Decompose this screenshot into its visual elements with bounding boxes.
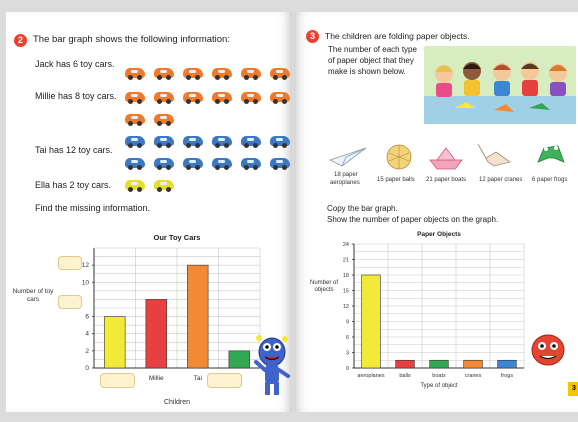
- page-number: 3: [568, 382, 578, 396]
- right-chart-bar-balls: [396, 360, 415, 368]
- left-chart-ytick-label: 4: [85, 330, 89, 338]
- left-page: [6, 12, 292, 412]
- row-label-ella: Ella has 2 toy cars.: [35, 180, 112, 190]
- object-label-aeroplanes-2: aeroplanes: [330, 180, 360, 186]
- right-chart-title: Paper Objects: [417, 231, 461, 238]
- right-chart-category-label: balls: [399, 373, 411, 379]
- right-chart-category-label: aeroplanes: [357, 373, 385, 379]
- object-label-aeroplanes-1: 18 paper: [334, 172, 358, 178]
- right-chart-category-label: frogs: [500, 373, 514, 379]
- right-chart-ytick-label: 9: [345, 319, 349, 326]
- intro-line-3: make is shown below.: [328, 67, 406, 76]
- red-monster-mascot: [530, 330, 570, 370]
- left-chart-ytick-label: 0: [85, 365, 89, 372]
- row-label-tai: Tai has 12 toy cars.: [35, 145, 113, 155]
- y-axis-label: Number of toy cars: [12, 288, 54, 303]
- left-chart-ytick-label: 10: [81, 279, 89, 287]
- right-chart-ytick-label: 12: [342, 304, 349, 310]
- row-label-jack: Jack has 6 toy cars.: [35, 59, 115, 69]
- left-chart-bar-tai: [187, 265, 208, 368]
- copy-instruction-2: Show the number of paper objects on the graph.: [327, 215, 499, 224]
- right-chart-category-label: cranes: [464, 373, 482, 379]
- left-chart-x-axis-label: Children: [163, 399, 191, 406]
- left-chart-category-label: Millie: [148, 375, 164, 382]
- intro-line-2: of paper object that they: [328, 56, 414, 65]
- left-chart-bar-blank-3: [229, 351, 250, 368]
- right-chart-ytick-label: 6: [345, 335, 349, 341]
- right-page: [294, 12, 578, 412]
- question-number-2: 2: [14, 34, 27, 47]
- right-chart-ytick-label: 3: [345, 350, 349, 357]
- right-y-axis-label: Number of objects: [309, 280, 338, 293]
- left-chart-category-label: Tai: [193, 375, 202, 382]
- right-chart-bar-aeroplanes: [362, 275, 381, 368]
- object-label-boats: 21 paper boats: [426, 177, 467, 183]
- left-chart-ytick-label: 6: [85, 313, 89, 321]
- left-chart-ytick-label: 12: [81, 262, 89, 270]
- row-label-millie: Millie has 8 toy cars.: [35, 91, 117, 101]
- right-chart-x-axis-label: Type of object: [420, 383, 458, 389]
- question-2-text: The bar graph shows the following information:: [33, 34, 230, 45]
- question-3-text: The children are folding paper objects.: [325, 31, 470, 41]
- right-chart-category-label: boats: [432, 373, 446, 379]
- right-chart-ytick-label: 21: [342, 257, 349, 264]
- object-label-frogs: 6 paper frogs: [532, 177, 568, 183]
- left-chart-bar-millie: [146, 299, 167, 368]
- copy-instruction-1: Copy the bar graph.: [327, 204, 398, 213]
- left-chart-ytick-label: 2: [85, 347, 89, 355]
- right-chart-bar-frogs: [498, 360, 517, 368]
- right-chart-bar-cranes: [464, 360, 483, 368]
- left-chart-bar-blank-0: [104, 317, 125, 368]
- object-label-balls: 15 paper balls: [377, 177, 415, 183]
- right-chart-ytick-label: 18: [342, 273, 349, 279]
- right-chart-ytick-label: 24: [342, 242, 349, 248]
- right-chart-bar-boats: [430, 360, 449, 368]
- question-number-3: 3: [306, 30, 319, 43]
- blue-monster-mascot: [252, 330, 292, 400]
- object-label-cranes: 12 paper cranes: [479, 177, 523, 183]
- toy-cars-bar-chart: [6, 12, 292, 412]
- left-chart-title: Our Toy Cars: [153, 233, 201, 242]
- right-chart-ytick-label: 15: [342, 288, 349, 295]
- intro-line-1: The number of each type: [328, 45, 417, 54]
- instruction-text: Find the missing information.: [35, 203, 151, 213]
- right-chart-ytick-label: 0: [345, 366, 349, 372]
